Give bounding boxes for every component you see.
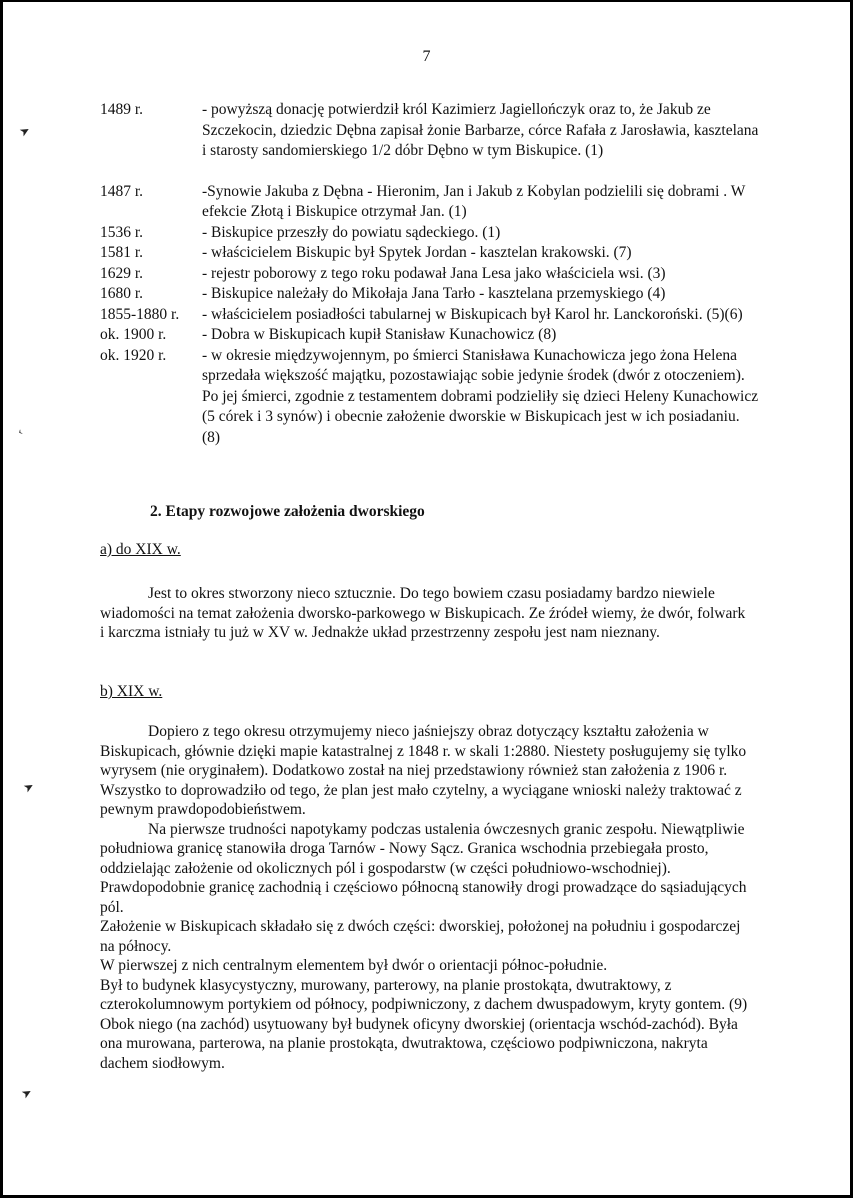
section-heading: 2. Etapy rozwojowe założenia dworskiego [150,503,425,520]
entry-text: - Dobra w Biskupicach kupił Stanisław Kunachowicz (8) [202,326,557,343]
paragraph-text: Obok niego (na zachód) usytuowany był budynek oficyny dworskiej (orientacja wschód-zachód). Była ona murowana, parterowa, na planie prostokąta, dwutraktowa, częściowo podpiwniczona, nakryta dachem siodłowym. [100,1015,738,1072]
margin-mark: ‹ [14,424,25,439]
chronology-entry [100,223,760,244]
subsection-heading-a: a) do XIX w. [100,541,181,558]
entry-text: - Biskupice należały do Mikołaja Jana Tarło - kasztelana przemyskiego (4) [202,285,666,302]
entry-year: 1581 r. [100,244,144,261]
entry-text: - w okresie międzywojennym, po śmierci Stanisława Kunachowicza jego żona Helena sprzedała większość majątku, pozostawiając sobie jedynie środek (dwór z otoczeniem). Po jej śmierci, zgodnie z testamentem dobrami podzieliły się dzieci Heleny Kunachowicz (5 córek i 3 synów) i obecnie założenie dworskie w Biskupicach jest w ich posiadaniu. (8) [202,346,759,446]
paragraph-a [100,584,750,643]
entry-text: - właścicielem posiadłości tabularnej w Biskupicach był Karol hr. Lanckoroński. (5)(6) [202,305,743,323]
entry-year: 1489 r. [100,101,144,118]
margin-mark: ➤ [20,778,37,796]
entry-text: - rejestr poborowy z tego roku podawał Jana Lesa jako właściciela wsi. (3) [202,264,666,282]
entry-year: 1855-1880 r. [100,305,180,323]
entry-text: - powyższą donację potwierdził król Kazimierz Jagiellończyk oraz to, że Jakub ze Szczekocin, dziedzic Dębna zapisał żonie Barbarze, córce Rafała z Jarosławia, kasztelana i starosty sandomierskiego 1/2 dóbr Dębno w tym Biskupice. (1) [202,101,759,159]
entry-text: - Biskupice przeszły do powiatu sądeckiego. (1) [202,223,501,241]
chronology-entry [100,264,760,285]
chronology-entry [100,284,760,305]
entry-text: -Synowie Jakuba z Dębna - Hieronim, Jan i Jakub z Kobylan podzielili się dobrami . W efekcie Złotą i Biskupice otrzymał Jan. (1) [202,182,746,220]
margin-mark: ➤ [18,1084,35,1102]
entry-year: ok. 1920 r. [100,346,167,364]
subsection-heading-b: b) XIX w. [100,683,163,700]
entry-year: 1629 r. [100,264,144,282]
entry-year: 1536 r. [100,223,144,241]
chronology-list [100,100,760,448]
entry-year: ok. 1900 r. [100,326,167,343]
paragraph-text: Na pierwsze trudności napotykamy podczas ustalenia ówczesnych granic zespołu. Niewątpliwie południowa granicę stanowiła droga Tarnów - Nowy Sącz. Granica wschodnia przebiegała prosto, oddzielając założenie od okolicznych pól i gospodarstw (w części południowo-wschodniej). Prawdopodobnie granicę zachodnią i częściowo północną stanowiły drogi prowadzące do sąsiadujących pól. [100,820,747,916]
paragraph-text: Był to budynek klasycystyczny, murowany, parterowy, na planie prostokąta, dwutraktowy, z czterokolumnowym portykiem od północy, podpiwniczony, z dachem dwuspadowym, kryty gontem. (9) [100,976,748,1013]
paragraph-text: Jest to okres stworzony nieco sztucznie. Do tego bowiem czasu posiadamy bardzo niewiele wiadomości na temat założenia dworsko-parkowego w Biskupicach. Ze źródeł wiemy, że dwór, folwark i karczma istniały tu już w XV w. Jednakże układ przestrzenny zespołu jest nam nieznany. [100,585,746,641]
paragraph-b [100,722,750,1073]
chronology-entry [100,305,760,326]
chronology-entry [100,182,760,223]
chronology-entry [100,243,760,264]
chronology-entry [100,325,760,346]
paragraph-text: Założenie w Biskupicach składało się z dwóch części: dworskiej, położonej na południu i gospodarczej na północy. [100,918,741,955]
paragraph-text: Dopiero z tego okresu otrzymujemy nieco jaśniejszy obraz dotyczący kształtu założenia w Biskupicach, głównie dzięki mapie katastralnej z 1848 r. w skali 1:2880. Niestety posługujemy się tylko wyrysem (nie oryginałem). Dodatkowo został na niej przedstawiony również stan założenia z 1906 r. Wszystko to doprowadziło od tego, że plan jest mało czytelny, a wyciągane wnioski należy traktować z pewnym prawdopodobieństwem. [100,723,747,818]
margin-mark: ➤ [16,122,33,140]
entry-text: - właścicielem Biskupic był Spytek Jordan - kasztelan krakowski. (7) [202,244,632,261]
page-number: 7 [422,48,431,65]
paragraph-text: W pierwszej z nich centralnym elementem był dwór o orientacji północ-południe. [100,957,608,974]
chronology-entry [100,100,760,162]
entry-year: 1487 r. [100,182,144,200]
entry-year: 1680 r. [100,285,144,302]
chronology-entry [100,346,760,449]
